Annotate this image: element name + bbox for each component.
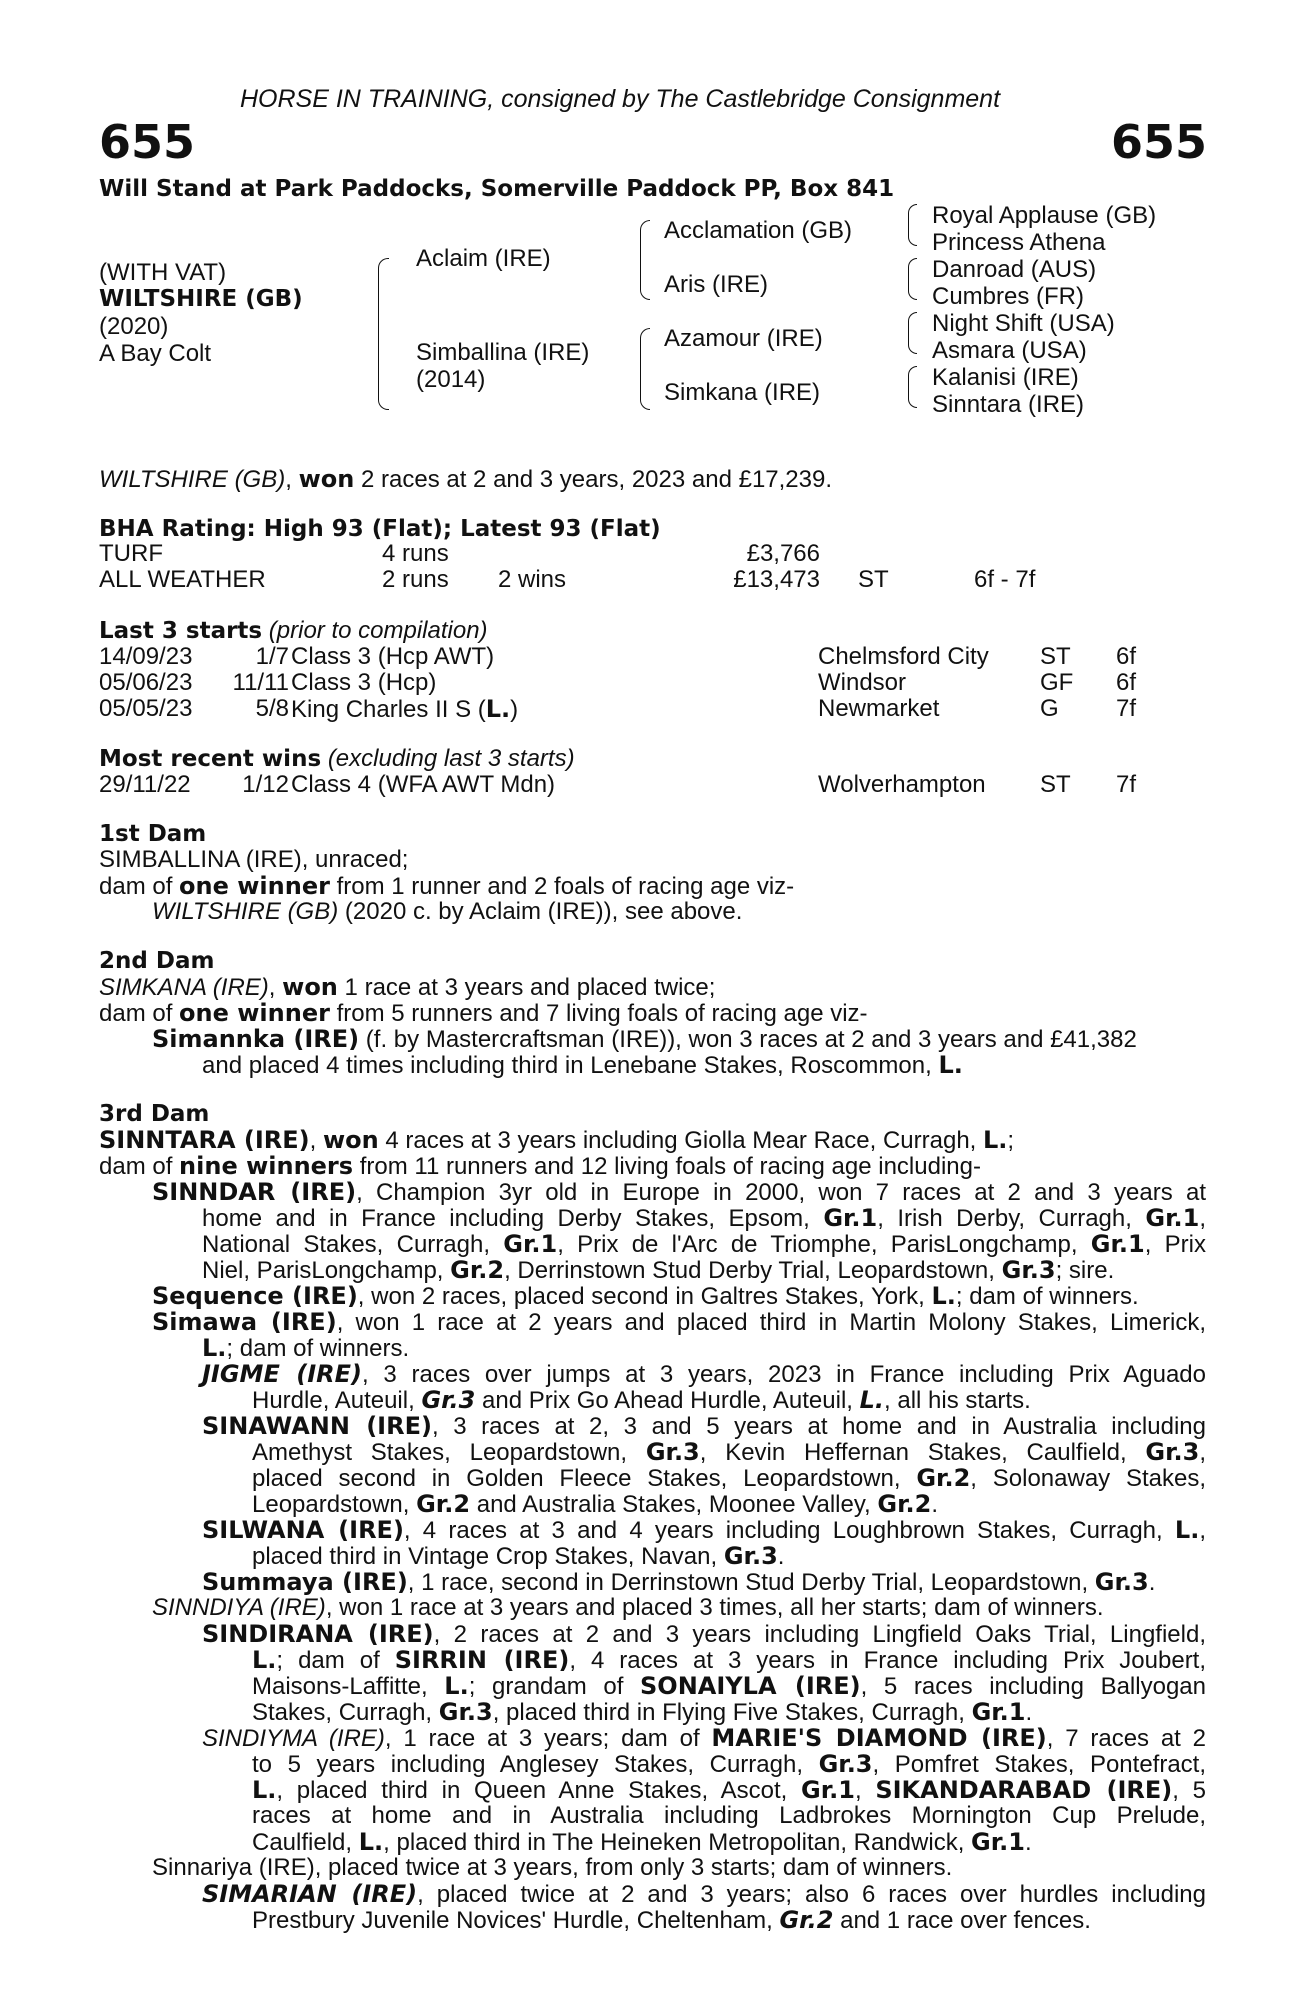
sire-sire: Acclamation (GB) xyxy=(664,217,853,244)
produce-line: SINNDAR (IRE), Champion 3yr old in Europe in 2000, won 7 races at 2 and 3 years at xyxy=(152,1178,1206,1206)
produce-line: Caulfield, L., placed third in The Heineken Metropolitan, Randwick, Gr.1. xyxy=(252,1828,1032,1856)
start-race: Class 3 (Hcp AWT) xyxy=(291,643,495,670)
win-course: Wolverhampton xyxy=(818,771,986,798)
dam-dam: Simkana (IRE) xyxy=(664,379,821,406)
grand-ancestor: Royal Applause (GB) xyxy=(932,202,1157,229)
grand-ancestor: Kalanisi (IRE) xyxy=(932,364,1079,391)
horse-description: A Bay Colt xyxy=(99,340,212,367)
record-runs: 2 runs xyxy=(382,566,449,593)
bha-rating: BHA Rating: High 93 (Flat); Latest 93 (Flat) xyxy=(99,516,661,542)
start-position: 1/7 xyxy=(255,643,289,670)
start-distance: 7f xyxy=(1116,695,1137,722)
record-distance: 6f - 7f xyxy=(974,566,1036,593)
start-date: 14/09/23 xyxy=(99,643,193,670)
first-dam-line: dam of one winner from 1 runner and 2 foals of racing age viz- xyxy=(99,872,795,900)
grand-ancestor: Sinntara (IRE) xyxy=(932,391,1085,418)
produce-line: home and in France including Derby Stakes, Epsom, Gr.1, Irish Derby, Curragh, Gr.1, xyxy=(202,1204,1206,1232)
grand-ancestor: Princess Athena xyxy=(932,229,1106,256)
start-date: 05/06/23 xyxy=(99,669,193,696)
dam-year: (2014) xyxy=(416,366,486,393)
first-dam-heading: 1st Dam xyxy=(99,821,207,847)
record-prize: £3,766 xyxy=(746,540,820,567)
produce-line: placed third in Vintage Crop Stakes, Navan, Gr.3. xyxy=(252,1542,785,1570)
second-dam-line: Simannka (IRE) (f. by Mastercraftsman (IRE)), won 3 races at 2 and 3 years and £41,382 xyxy=(152,1025,1137,1053)
lot-number-left: 655 xyxy=(99,115,196,169)
horse-name: WILTSHIRE (GB) xyxy=(99,286,303,312)
produce-line: SINDIRANA (IRE), 2 races at 2 and 3 years including Lingfield Oaks Trial, Lingfield, xyxy=(202,1620,1207,1648)
produce-line: placed second in Golden Fleece Stakes, Leopardstown, Gr.2, Solonaway Stakes, xyxy=(252,1464,1207,1492)
produce-line: JIGME (IRE), 3 races over jumps at 3 years, 2023 in France including Prix Aguado xyxy=(202,1360,1206,1388)
produce-line: National Stakes, Curragh, Gr.1, Prix de l'Arc de Triomphe, ParisLongchamp, Gr.1, Prix xyxy=(202,1230,1206,1258)
start-going: GF xyxy=(1040,669,1074,696)
win-race: Class 4 (WFA AWT Mdn) xyxy=(291,771,556,798)
produce-line: L., placed third in Queen Anne Stakes, Ascot, Gr.1, SIKANDARABAD (IRE), 5 xyxy=(252,1776,1206,1804)
g-brace-2 xyxy=(908,258,917,300)
recent-wins-heading: Most recent wins (excluding last 3 starts) xyxy=(99,745,575,772)
produce-line: Simawa (IRE), won 1 race at 2 years and placed third in Martin Molony Stakes, Limerick, xyxy=(152,1308,1206,1336)
record-runs: 4 runs xyxy=(382,540,449,567)
second-dam-line: SIMKANA (IRE), won 1 race at 3 years and placed twice; xyxy=(99,973,716,1001)
produce-line: Leopardstown, Gr.2 and Australia Stakes, Moonee Valley, Gr.2. xyxy=(252,1490,938,1518)
start-date: 05/05/23 xyxy=(99,695,193,722)
second-dam-line: dam of one winner from 5 runners and 7 living foals of racing age viz- xyxy=(99,999,868,1027)
start-distance: 6f xyxy=(1116,643,1137,670)
record-label: TURF xyxy=(99,540,163,567)
produce-line: SIMARIAN (IRE), placed twice at 2 and 3 years; also 6 races over hurdles including xyxy=(202,1880,1207,1908)
dam-sire: Azamour (IRE) xyxy=(664,325,823,352)
race-summary: WILTSHIRE (GB), won 2 races at 2 and 3 years, 2023 and £17,239. xyxy=(99,465,833,493)
grand-ancestor: Asmara (USA) xyxy=(932,337,1087,364)
produce-line: L.; dam of winners. xyxy=(202,1334,410,1362)
dam: Simballina (IRE) xyxy=(416,339,590,366)
produce-line: Sequence (IRE), won 2 races, placed second in Galtres Stakes, York, L.; dam of winners. xyxy=(152,1282,1139,1310)
produce-line: Stakes, Curragh, Gr.3, placed third in Flying Five Stakes, Curragh, Gr.1. xyxy=(252,1698,1033,1726)
second-dam-line: and placed 4 times including third in Lenebane Stakes, Roscommon, L. xyxy=(202,1051,963,1079)
first-dam-line: SIMBALLINA (IRE), unraced; xyxy=(99,846,409,873)
sire-brace xyxy=(640,220,650,300)
start-race: King Charles II S (L.) xyxy=(291,695,519,723)
record-prize: £13,473 xyxy=(733,566,820,593)
win-distance: 7f xyxy=(1116,771,1137,798)
win-date: 29/11/22 xyxy=(99,771,191,798)
lot-number-right: 655 xyxy=(1110,115,1207,169)
third-dam-line: SINNTARA (IRE), won 4 races at 3 years including Giolla Mear Race, Curragh, L.; xyxy=(99,1126,1015,1154)
record-going: ST xyxy=(858,566,889,593)
start-course: Chelmsford City xyxy=(818,643,989,670)
produce-line: SINDIYMA (IRE), 1 race at 3 years; dam of MARIE'S DIAMOND (IRE), 7 races at 2 xyxy=(202,1724,1206,1752)
g-brace-3 xyxy=(908,312,917,354)
produce-line: Summaya (IRE), 1 race, second in Derrinstown Stud Derby Trial, Leopardstown, Gr.3. xyxy=(202,1568,1156,1596)
third-dam-heading: 3rd Dam xyxy=(99,1101,210,1127)
consignor-title: HORSE IN TRAINING, consigned by The Castlebridge Consignment xyxy=(240,85,1001,113)
produce-line: Sinnariya (IRE), placed twice at 3 years, from only 3 starts; dam of winners. xyxy=(152,1854,953,1881)
produce-line: L.; dam of SIRRIN (IRE), 4 races at 3 years in France including Prix Joubert, xyxy=(252,1646,1207,1674)
record-wins: 2 wins xyxy=(498,566,567,593)
win-position: 1/12 xyxy=(242,771,289,798)
start-course: Windsor xyxy=(818,669,907,696)
start-position: 5/8 xyxy=(255,695,289,722)
record-label: ALL WEATHER xyxy=(99,566,266,593)
start-position: 11/11 xyxy=(232,669,289,696)
start-race: Class 3 (Hcp) xyxy=(291,669,437,696)
first-dam-line: WILTSHIRE (GB) (2020 c. by Aclaim (IRE)), see above. xyxy=(152,898,743,925)
produce-line: to 5 years including Anglesey Stakes, Curragh, Gr.3, Pomfret Stakes, Pontefract, xyxy=(252,1750,1207,1778)
produce-line: races at home and in Australia including Ladbrokes Mornington Cup Prelude, xyxy=(252,1802,1206,1829)
pedigree-brace xyxy=(378,258,389,410)
grand-ancestor: Cumbres (FR) xyxy=(932,283,1085,310)
vat-note: (WITH VAT) xyxy=(99,259,227,286)
dam-brace xyxy=(640,328,650,410)
produce-line: Prestbury Juvenile Novices' Hurdle, Cheltenham, Gr.2 and 1 race over fences. xyxy=(252,1906,1091,1934)
win-going: ST xyxy=(1040,771,1071,798)
start-course: Newmarket xyxy=(818,695,940,722)
third-dam-line: dam of nine winners from 11 runners and 12 living foals of racing age including- xyxy=(99,1152,981,1180)
start-distance: 6f xyxy=(1116,669,1137,696)
produce-line: Niel, ParisLongchamp, Gr.2, Derrinstown Stud Derby Trial, Leopardstown, Gr.3; sire. xyxy=(202,1256,1115,1284)
last-3-starts-heading: Last 3 starts (prior to compilation) xyxy=(99,617,488,644)
produce-line: SINAWANN (IRE), 3 races at 2, 3 and 5 years at home and in Australia including xyxy=(202,1412,1206,1440)
produce-line: Maisons-Laffitte, L.; grandam of SONAIYLA (IRE), 5 races including Ballyogan xyxy=(252,1672,1206,1700)
grand-ancestor: Danroad (AUS) xyxy=(932,256,1097,283)
sire: Aclaim (IRE) xyxy=(416,245,551,272)
g-brace-1 xyxy=(908,204,917,246)
second-dam-heading: 2nd Dam xyxy=(99,948,215,974)
produce-line: SINNDIYA (IRE), won 1 race at 3 years and placed 3 times, all her starts; dam of winners. xyxy=(152,1594,1104,1621)
sire-dam: Aris (IRE) xyxy=(664,271,768,298)
produce-line: Hurdle, Auteuil, Gr.3 and Prix Go Ahead Hurdle, Auteuil, L., all his starts. xyxy=(252,1386,1031,1414)
start-going: G xyxy=(1040,695,1059,722)
start-going: ST xyxy=(1040,643,1071,670)
stand-location: Will Stand at Park Paddocks, Somerville Paddock PP, Box 841 xyxy=(99,176,895,202)
produce-line: SILWANA (IRE), 4 races at 3 and 4 years including Loughbrown Stakes, Curragh, L., xyxy=(202,1516,1206,1544)
horse-year: (2020) xyxy=(99,313,169,340)
g-brace-4 xyxy=(908,366,917,408)
produce-line: Amethyst Stakes, Leopardstown, Gr.3, Kevin Heffernan Stakes, Caulfield, Gr.3, xyxy=(252,1438,1206,1466)
grand-ancestor: Night Shift (USA) xyxy=(932,310,1115,337)
